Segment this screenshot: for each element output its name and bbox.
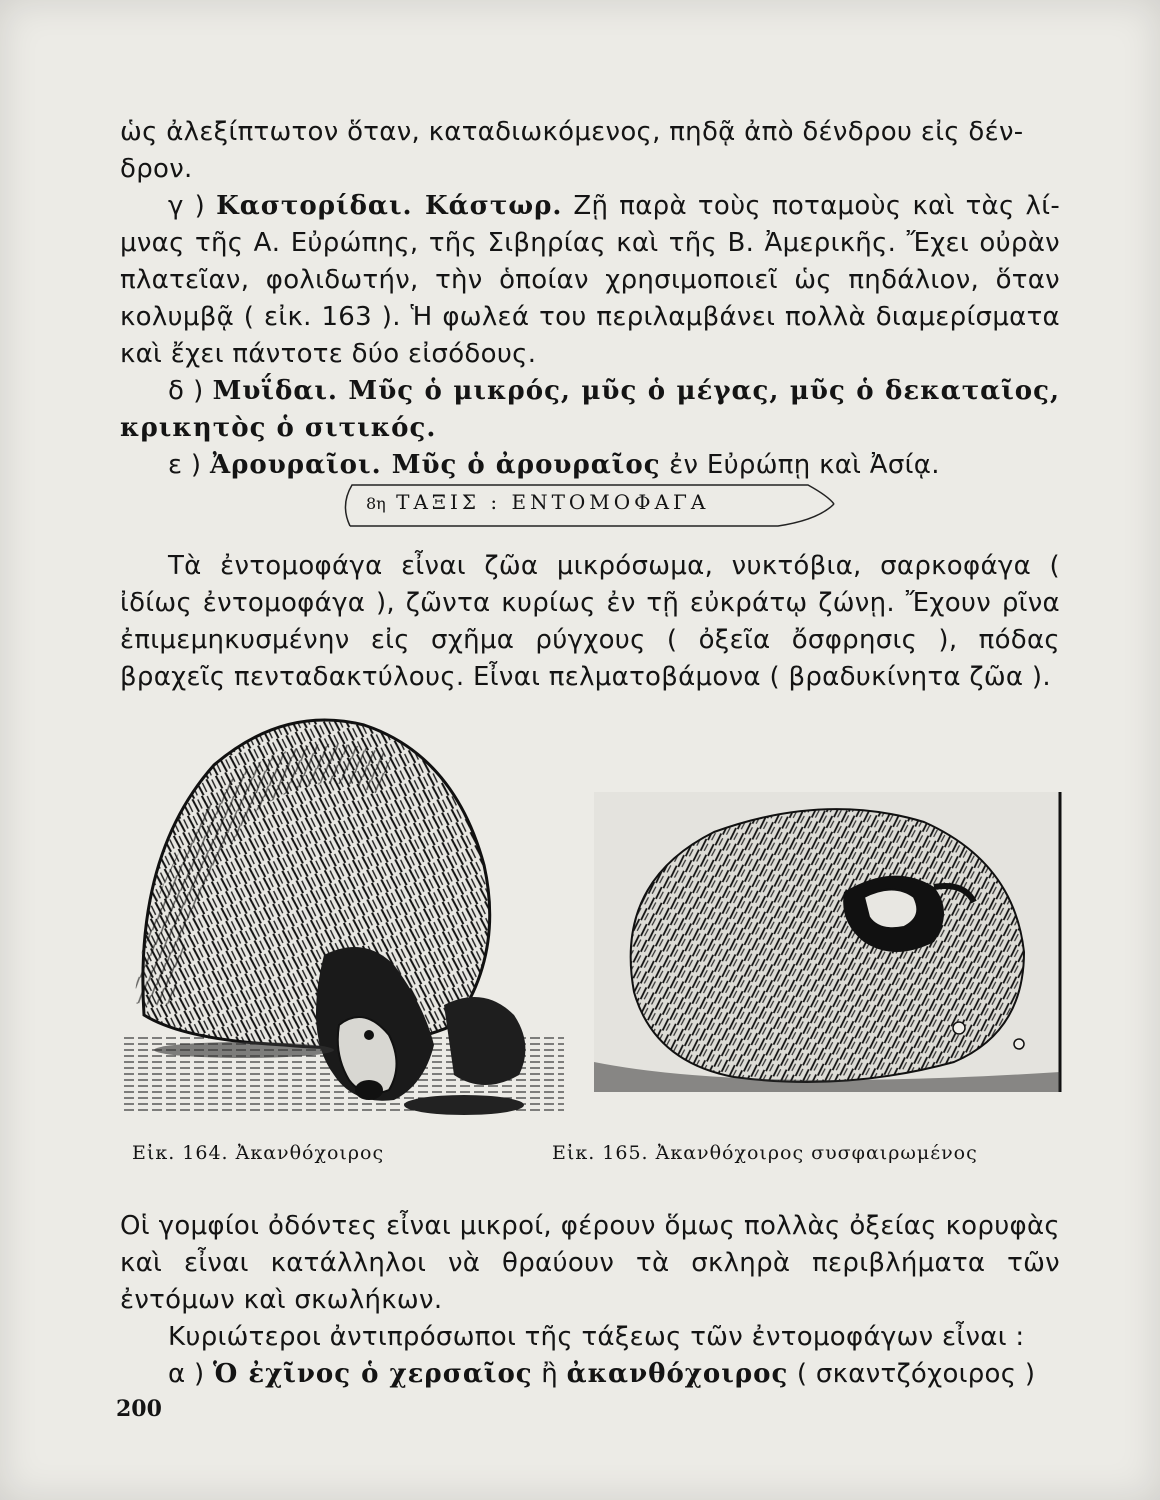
- curled-hedgehog-illustration: [594, 792, 1064, 1098]
- page-number: 200: [116, 1396, 162, 1422]
- epsilon-label: ε ): [168, 450, 210, 480]
- section-number: 8η: [366, 494, 386, 513]
- lower-text: [120, 1208, 1060, 1393]
- para-delta: [120, 373, 1060, 447]
- alpha-text: ( σκαντζόχοιρος ): [788, 1359, 1036, 1389]
- epsilon-bold: Ἀρουραῖοι. Μῦς ὁ ἀρουραῖος: [209, 450, 661, 480]
- alpha-label: α ): [168, 1359, 214, 1389]
- para-epsilon: [120, 447, 1060, 484]
- gamma-label: γ ): [168, 191, 217, 221]
- delta-bold: Μυΐδαι. Μῦς ὁ μικρός, μῦς ὁ μέγας, μῦς ὁ δεκαταῖος, κρικητὸς ὁ σιτικός.: [120, 376, 1060, 443]
- intro-block: [120, 548, 1060, 696]
- figure-165-caption: Εἰκ. 165. Ἀκανθόχοιρος συσφαιρωμένος: [552, 1142, 978, 1164]
- figure-164-hedgehog: [124, 705, 564, 1129]
- para-intro: Τὰ ἐντομοφάγα εἶναι ζῶα μικρόσωμα, νυκτόβια, σαρκοφάγα ( ἰδίως ἐντομοφάγα ), ζῶντα κυρίως ἐν τῇ εὐκράτῳ ζώνῃ. Ἔχουν ρῖνα ἐπιμεμηκυσμένην εἰς σχῆμα ρύγχους ( ὀξεῖα ὄσφρησις ), πόδας βραχεῖς πενταδακτύλους. Εἶναι πελματοβάμονα ( βραδυκίνητα ζῶα ).: [120, 551, 1060, 692]
- alpha-bold: Ὁ ἐχῖνος ὁ χερσαῖος: [213, 1359, 533, 1389]
- gamma-text: Ζῇ παρὰ τοὺς ποταμοὺς καὶ τὰς λί-μνας τῆς Α. Εὐρώπης, τῆς Σιβηρίας καὶ τῆς Β. Ἀμερικῆς. Ἔχει οὐρὰν πλατεῖαν, φολιδωτήν, τὴν ὁποίαν χρησιμοποιεῖ ὡς πηδάλιον, ὅταν κολυμβᾷ ( εἰκ. 163 ). Ἡ φωλεά του περιλαμβάνει πολλὰ διαμερίσματα καὶ ἔχει πάντοτε δύο εἰσόδους.: [120, 191, 1060, 369]
- continuation-line-2: δρον.: [120, 154, 193, 184]
- section-heading: [338, 482, 838, 528]
- upper-text: [120, 114, 1060, 484]
- epsilon-text: ἐν Εὐρώπῃ καὶ Ἀσίᾳ.: [660, 450, 940, 480]
- para-gamma: [120, 188, 1060, 373]
- para-representatives: Κυριώτεροι ἀντιπρόσωποι τῆς τάξεως τῶν ἐντομοφάγων εἶναι :: [168, 1322, 1025, 1352]
- alpha-mid: ἢ: [532, 1359, 567, 1389]
- gamma-bold: Καστορίδαι. Κάστωρ.: [216, 191, 563, 221]
- figure-165-curled-hedgehog: [594, 792, 1064, 1102]
- figure-164-caption: Εἰκ. 164. Ἀκανθόχοιρος: [132, 1142, 385, 1164]
- para-continuation: [120, 114, 1060, 188]
- section-title: ΤΑΞΙΣ : ΕΝΤΟΜΟΦΑΓΑ: [396, 490, 710, 514]
- para-teeth: Οἱ γομφίοι ὀδόντες εἶναι μικροί, φέρουν ὅμως πολλὰς ὀξείας κορυφὰς καὶ εἶναι κατάλληλοι νὰ θραύουν τὰ σκληρὰ περιβλήματα τῶν ἐντόμων καὶ σκωλήκων.: [120, 1211, 1060, 1315]
- delta-label: δ ): [168, 376, 213, 406]
- alpha-bold-2: ἀκανθόχοιρος: [566, 1359, 789, 1389]
- hedgehog-illustration: [124, 705, 564, 1125]
- continuation-line-1: ὡς ἀλεξίπτωτον ὅταν, καταδιωκόμενος, πηδᾷ ἀπὸ δένδρου εἰς δέν-: [120, 117, 1024, 147]
- para-alpha: [120, 1356, 1060, 1393]
